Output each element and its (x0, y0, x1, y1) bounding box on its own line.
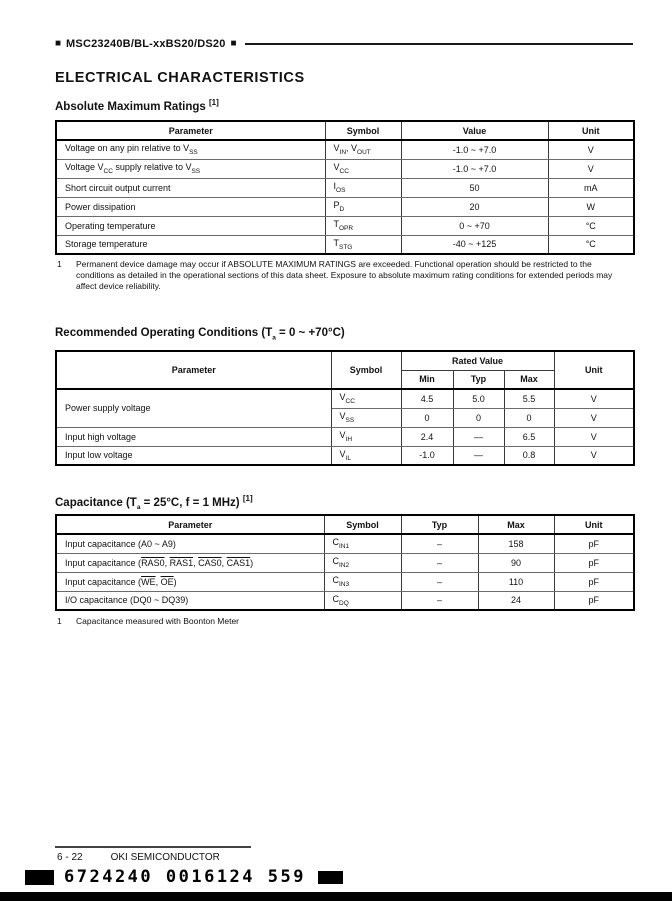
col-header-unit: Unit (554, 515, 634, 534)
unit-cell: W (548, 197, 634, 216)
parameter-cell: Operating temperature (56, 216, 325, 235)
col-header-symbol: Symbol (324, 515, 401, 534)
max-cell: 0.8 (504, 446, 554, 465)
typ-cell: — (453, 427, 504, 446)
capacitance-heading: Capacitance ($T_a = 25^\circ C$, f = 1 MHz) [1] (55, 494, 253, 512)
max-cell: 24 (478, 591, 554, 610)
company-name: OKI SEMICONDUCTOR (110, 852, 220, 863)
footer-rule (55, 846, 251, 848)
filled-square-icon: ■ (55, 38, 62, 49)
value-cell: -40 ~ +125 (401, 235, 548, 254)
symbol-cell: $V_{IL}$ (331, 446, 401, 465)
unit-cell: V (554, 427, 634, 446)
typ-cell: 0 (453, 408, 504, 427)
col-header-max: Max (504, 370, 554, 389)
abs-max-heading: Absolute Maximum Ratings [1] (55, 98, 219, 113)
parameter-cell: Input low voltage (56, 446, 331, 465)
col-header-parameter: Parameter (56, 351, 331, 389)
col-header-parameter: Parameter (56, 515, 324, 534)
unit-cell: °C (548, 235, 634, 254)
page-number: 6 - 22 (57, 852, 83, 863)
unit-cell: pF (554, 572, 634, 591)
section-title: ELECTRICAL CHARACTERISTICS (55, 70, 305, 86)
parameter-cell: Power dissipation (56, 197, 325, 216)
header-rule (245, 43, 633, 45)
typ-cell: — (453, 446, 504, 465)
parameter-cell: Voltage on any pin relative to $V_{SS}$ (56, 140, 325, 159)
value-cell: 20 (401, 197, 548, 216)
col-header-symbol: Symbol (325, 121, 401, 140)
min-cell: -1.0 (401, 446, 453, 465)
capacitance-footnote (57, 616, 632, 627)
unit-cell: V (548, 159, 634, 178)
col-header-typ: Typ (453, 370, 504, 389)
table-row (56, 389, 634, 408)
symbol-cell: $V_{SS}$ (331, 408, 401, 427)
table-row (56, 140, 634, 159)
filled-block-icon (318, 871, 343, 884)
col-header-value: Value (401, 121, 548, 140)
table-row (56, 235, 634, 254)
parameter-cell: Voltage $V_{CC}$ supply relative to $V_{SS}$ (56, 159, 325, 178)
table-header-row (56, 515, 634, 534)
table-header-row (56, 121, 634, 140)
typ-cell: – (401, 534, 478, 553)
document-title: MSC23240B/BL-xxBS20/DS20 (66, 38, 226, 50)
symbol-cell: $P_D$ (325, 197, 401, 216)
col-header-max: Max (478, 515, 554, 534)
document-code: 6724240 0016124 559 (64, 867, 306, 887)
table-row (56, 159, 634, 178)
page-header (55, 38, 633, 50)
col-header-min: Min (401, 370, 453, 389)
max-cell: 90 (478, 553, 554, 572)
rec-op-table (55, 350, 635, 466)
footer (57, 852, 220, 863)
table-row (56, 178, 634, 197)
parameter-cell: Input capacitance ($\overline{WE}$, $\overline{OE}$) (56, 572, 324, 591)
rec-op-heading: Recommended Operating Conditions ($T_a = 0$ ~ +70°C) (55, 327, 345, 342)
parameter-cell: Input capacitance (RAS0, RAS1, CAS0, CAS1) (56, 553, 324, 572)
unit-cell: V (548, 140, 634, 159)
unit-cell: mA (548, 178, 634, 197)
page-bottom-scan-bar (0, 892, 672, 901)
unit-cell: V (554, 408, 634, 427)
typ-cell: – (401, 572, 478, 591)
unit-cell: V (554, 389, 634, 408)
abs-max-footnote (57, 259, 632, 292)
symbol-cell: $T_{STG}$ (325, 235, 401, 254)
parameter-cell: Input high voltage (56, 427, 331, 446)
table-row (56, 572, 634, 591)
unit-cell: pF (554, 591, 634, 610)
abs-max-table (55, 120, 635, 255)
symbol-cell: $V_{CC}$ (331, 389, 401, 408)
parameter-cell: Short circuit output current (56, 178, 325, 197)
table-row (56, 216, 634, 235)
col-header-rated-value: Rated Value (401, 351, 554, 370)
footnote-number: 1 (57, 259, 62, 269)
symbol-cell: $C_{DQ}$ (324, 591, 401, 610)
table-row (56, 446, 634, 465)
typ-cell: 5.0 (453, 389, 504, 408)
footnote-text: Capacitance measured with Boonton Meter (76, 616, 240, 626)
col-header-parameter: Parameter (56, 121, 325, 140)
filled-block-icon (25, 870, 54, 885)
table-row (56, 197, 634, 216)
table-row (56, 427, 634, 446)
max-cell: 110 (478, 572, 554, 591)
value-cell: 50 (401, 178, 548, 197)
filled-square-icon: ■ (230, 38, 237, 49)
symbol-cell: $V_{IH}$ (331, 427, 401, 446)
unit-cell: °C (548, 216, 634, 235)
typ-cell: – (401, 553, 478, 572)
value-cell: -1.0 ~ +7.0 (401, 159, 548, 178)
min-cell: 2.4 (401, 427, 453, 446)
footnote-text: Permanent device damage may occur if ABSOLUTE MAXIMUM RATINGS are exceeded. Functional operation should be restricted to the conditions as detailed in the operational sections of this data sheet. Exposure to absolute maximum rating conditions for extended periods may affect device reliability. (76, 259, 613, 291)
unit-cell: pF (554, 553, 634, 572)
unit-cell: V (554, 446, 634, 465)
symbol-cell: $C_{IN1}$ (324, 534, 401, 553)
value-cell: 0 ~ +70 (401, 216, 548, 235)
max-cell: 5.5 (504, 389, 554, 408)
table-row (56, 553, 634, 572)
max-cell: 0 (504, 408, 554, 427)
min-cell: 0 (401, 408, 453, 427)
max-cell: 6.5 (504, 427, 554, 446)
symbol-cell: $C_{IN2}$ (324, 553, 401, 572)
col-header-unit: Unit (548, 121, 634, 140)
parameter-cell: Power supply voltage (56, 389, 331, 427)
min-cell: 4.5 (401, 389, 453, 408)
table-row (56, 591, 634, 610)
max-cell: 158 (478, 534, 554, 553)
parameter-cell: I/O capacitance (DQ0 ~ DQ39) (56, 591, 324, 610)
symbol-cell: $C_{IN3}$ (324, 572, 401, 591)
parameter-cell: Storage temperature (56, 235, 325, 254)
symbol-cell: $V_{CC}$ (325, 159, 401, 178)
table-row (56, 534, 634, 553)
col-header-typ: Typ (401, 515, 478, 534)
barcode-line (25, 867, 343, 887)
symbol-cell: $V_{IN}$, $V_{OUT}$ (325, 140, 401, 159)
unit-cell: pF (554, 534, 634, 553)
col-header-unit: Unit (554, 351, 634, 389)
typ-cell: – (401, 591, 478, 610)
parameter-cell: Input capacitance (A0 ~ A9) (56, 534, 324, 553)
col-header-symbol: Symbol (331, 351, 401, 389)
value-cell: -1.0 ~ +7.0 (401, 140, 548, 159)
capacitance-table (55, 514, 635, 611)
symbol-cell: $I_{OS}$ (325, 178, 401, 197)
footnote-number: 1 (57, 616, 62, 626)
symbol-cell: $T_{OPR}$ (325, 216, 401, 235)
table-header-row (56, 351, 634, 370)
